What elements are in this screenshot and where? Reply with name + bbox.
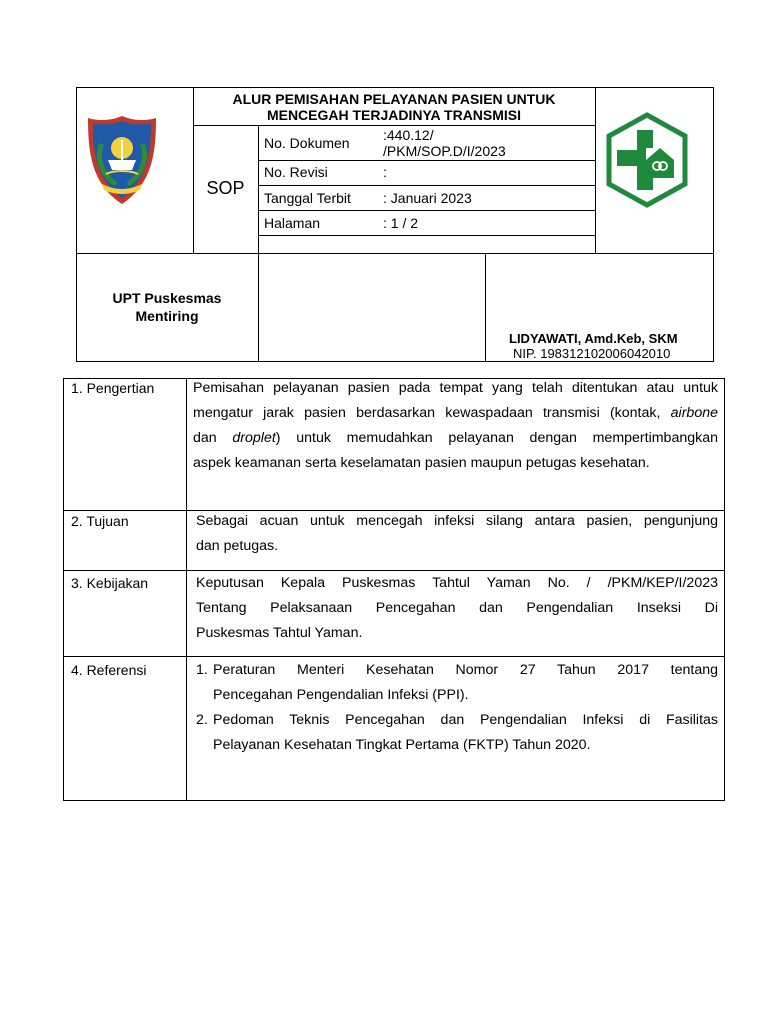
pengertian-line2-text: mengatur jarak pasien berdasarkan kewaspadaan transmisi (kontak, <box>193 405 671 421</box>
section-label-pengertian: 1. Pengertian <box>71 380 155 396</box>
list-item-line2: Pencegahan Pengendalian Infeksi (PPI). <box>213 687 469 703</box>
list-item-number: 2. <box>196 712 208 728</box>
pengertian-line3-text-b: ) untuk memudahkan pelayanan dengan mempertimbangkan <box>275 430 718 446</box>
pengertian-line3 <box>193 426 718 451</box>
signer-name: LIDYAWATI, Amd.Keb, SKM <box>509 331 678 346</box>
org-name-line1: UPT Puskesmas <box>112 290 222 306</box>
section-text-tujuan <box>196 509 718 559</box>
pengertian-line4: aspek keamanan serta keselamatan pasien maupun petugas kesehatan. <box>193 455 650 471</box>
list-item <box>196 658 718 708</box>
field-label-halaman: Halaman <box>264 215 321 231</box>
field-label-no-revisi: No. Revisi <box>264 164 328 180</box>
document-title-line2: MENCEGAH TERJADINYA TRANSMISI <box>266 107 522 123</box>
list-item <box>196 708 718 758</box>
list-item-number: 1. <box>196 662 208 678</box>
document-title-line1: ALUR PEMISAHAN PELAYANAN PASIEN UNTUK <box>232 91 556 107</box>
tujuan-line2: dan petugas. <box>196 538 279 554</box>
section-label-kebijakan: 3. Kebijakan <box>71 575 149 591</box>
puskesmas-logo <box>604 112 690 208</box>
pengertian-line3-text-a: dan <box>193 430 233 446</box>
pengertian-line1: Pemisahan pelayanan pasien pada tempat yang telah ditentukan atau untuk <box>193 380 718 396</box>
field-value-tanggal-terbit: : Januari 2023 <box>383 190 472 206</box>
org-name-line2: Mentiring <box>135 308 199 324</box>
field-value-halaman: : 1 / 2 <box>383 215 419 231</box>
field-value-no-dokumen-line1: :440.12/ <box>383 127 434 143</box>
section-label-tujuan: 2. Tujuan <box>71 513 129 529</box>
kebijakan-line3: Puskesmas Tahtul Yaman. <box>196 625 363 641</box>
sop-label: SOP <box>206 178 245 198</box>
pengertian-line3-italic: droplet <box>232 430 276 446</box>
list-item-line1: Peraturan Menteri Kesehatan Nomor 27 Tahun 2017 tentang <box>213 662 718 678</box>
section-list-referensi <box>196 658 718 758</box>
list-item-line1: Pedoman Teknis Pencegahan dan Pengendalian Infeksi di Fasilitas <box>213 712 718 728</box>
section-label-referensi: 4. Referensi <box>71 662 147 678</box>
section-text-pengertian <box>193 376 718 476</box>
pengertian-line2-italic: airbone <box>670 405 718 421</box>
kebijakan-line1: Keputusan Kepala Puskesmas Tahtul Yaman No. / /PKM/KEP/I/2023 <box>196 575 718 591</box>
field-value-no-dokumen-line2: /PKM/SOP.D/I/2023 <box>383 143 506 159</box>
section-text-kebijakan <box>196 571 718 646</box>
pengertian-line2 <box>193 401 718 426</box>
list-item-line2: Pelayanan Kesehatan Tingkat Pertama (FKTP) Tahun 2020. <box>213 737 591 753</box>
signer-nip: NIP. 198312102006042010 <box>513 346 671 361</box>
field-label-no-dokumen: No. Dokumen <box>264 135 350 151</box>
kebijakan-line2: Tentang Pelaksanaan Pencegahan dan Pengendalian Inseksi Di <box>196 600 718 616</box>
field-value-no-revisi: : <box>383 164 387 180</box>
tujuan-line1: Sebagai acuan untuk mencegah infeksi silang antara pasien, pengunjung <box>196 513 718 529</box>
regional-crest-logo <box>86 114 158 206</box>
field-label-tanggal-terbit: Tanggal Terbit <box>264 190 351 206</box>
